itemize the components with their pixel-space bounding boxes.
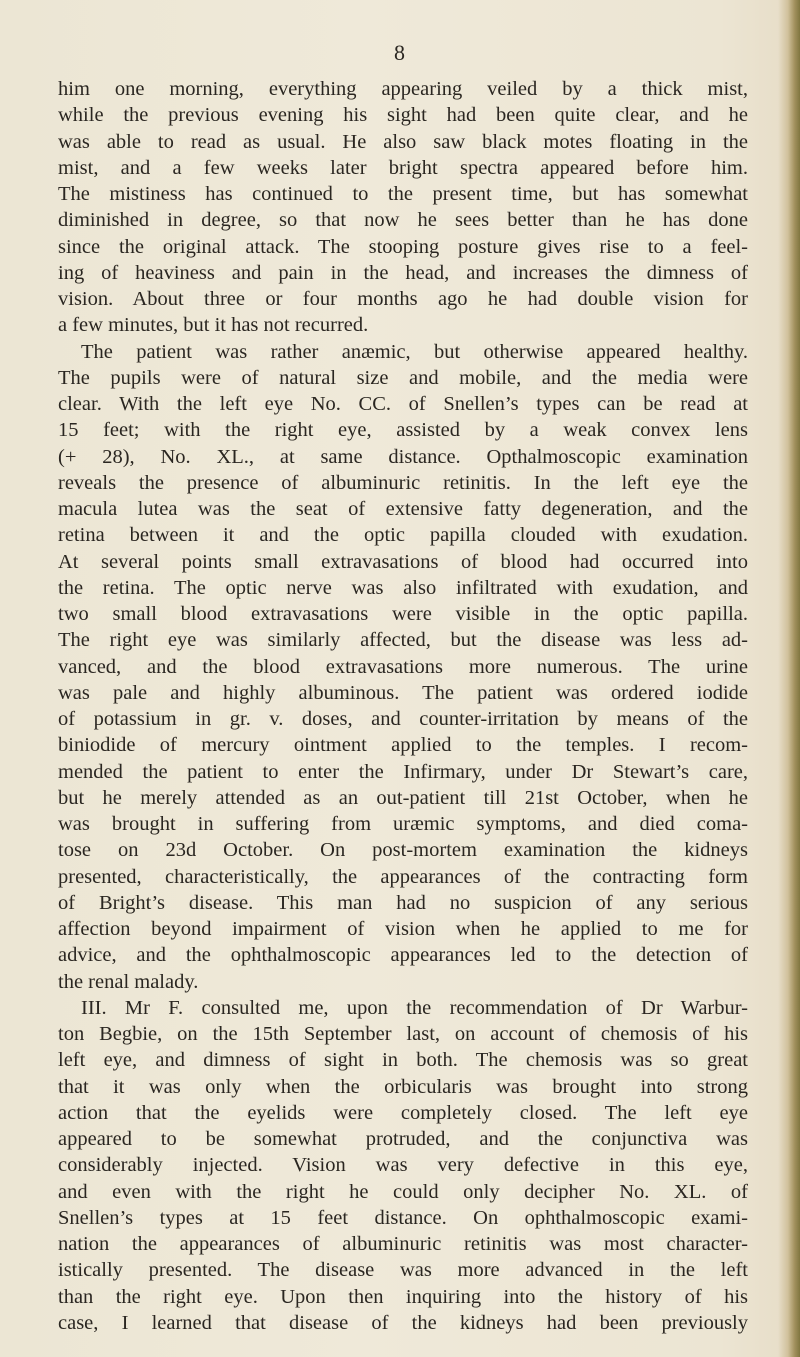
- text-line: left eye, and dimness of sight in both. The chemosis was so great: [58, 1049, 748, 1072]
- text-line: affection beyond impairment of vision when he applied to me for: [58, 918, 748, 940]
- text-line: At several points small extravasations of blood had occurred into: [58, 550, 748, 573]
- text-line: mended the patient to enter the Infirmary, under Dr Stewart’s care,: [58, 760, 748, 783]
- text-line: The right eye was similarly affected, but the disease was less ad-: [58, 629, 748, 652]
- text-line: a few minutes, but it has not recurred.: [58, 314, 369, 337]
- text-line: mist, and a few weeks later bright spectra appeared before him.: [58, 156, 748, 179]
- text-line: appeared to be somewhat protruded, and the conjunctiva was: [58, 1128, 748, 1150]
- text-line: III. Mr F. consulted me, upon the recommendation of Dr Warbur-: [81, 996, 748, 1019]
- text-line: that it was only when the orbicularis was brought into strong: [58, 1075, 748, 1098]
- text-line: since the original attack. The stooping posture gives rise to a feel-: [58, 235, 748, 258]
- text-line: was brought in suffering from uræmic symptoms, and died coma-: [58, 813, 748, 835]
- text-line: was pale and highly albuminous. The patient was ordered iodide: [58, 681, 748, 704]
- text-line: retina between it and the optic papilla clouded with exudation.: [58, 524, 748, 547]
- text-line: The mistiness has continued to the present time, but has somewhat: [58, 183, 748, 205]
- text-line: vanced, and the blood extravasations more numerous. The urine: [58, 655, 748, 678]
- text-line: the retina. The optic nerve was also infiltrated with exudation, and: [58, 576, 748, 599]
- text-line: diminished in degree, so that now he sees better than he has done: [58, 209, 748, 232]
- text-line: presented, characteristically, the appearances of the contracting form: [58, 865, 748, 888]
- text-line: 15 feet; with the right eye, assisted by a weak convex lens: [58, 419, 748, 442]
- body-text: [58, 76, 748, 1336]
- text-line: nation the appearances of albuminuric retinitis was most character-: [58, 1233, 748, 1255]
- text-line: than the right eye. Upon then inquiring into the history of his: [58, 1285, 748, 1308]
- text-line: The patient was rather anæmic, but otherwise appeared healthy.: [81, 340, 748, 363]
- text-line: advice, and the ophthalmoscopic appearances led to the detection of: [58, 944, 748, 967]
- text-line: reveals the presence of albuminuric retinitis. In the left eye the: [58, 471, 748, 494]
- text-line: action that the eyelids were completely closed. The left eye: [58, 1101, 748, 1124]
- text-line: him one morning, everything appearing veiled by a thick mist,: [58, 78, 748, 100]
- text-line: The pupils were of natural size and mobile, and the media were: [58, 366, 748, 389]
- text-line: the renal malady.: [58, 970, 199, 993]
- text-line: biniodide of mercury ointment applied to the temples. I recom-: [58, 734, 748, 757]
- text-line: clear. With the left eye No. CC. of Snellen’s types can be read at: [58, 393, 748, 415]
- text-line: considerably injected. Vision was very defective in this eye,: [58, 1154, 748, 1177]
- text-line: of potassium in gr. v. doses, and counter-irritation by means of the: [58, 708, 748, 730]
- text-line: of Bright’s disease. This man had no suspicion of any serious: [58, 891, 748, 914]
- page-number: 8: [394, 40, 406, 65]
- text-line: istically presented. The disease was more advanced in the left: [58, 1259, 748, 1282]
- text-line: vision. About three or four months ago he had double vision for: [58, 288, 748, 310]
- text-line: but he merely attended as an out-patient till 21st October, when he: [58, 786, 748, 809]
- text-line: two small blood extravasations were visible in the optic papilla.: [58, 603, 748, 625]
- text-line: and even with the right he could only decipher No. XL. of: [58, 1180, 748, 1203]
- page-edge-shadow: [778, 0, 800, 1357]
- text-line: (+ 28), No. XL., at same distance. Opthalmoscopic examination: [58, 445, 748, 468]
- text-line: was able to read as usual. He also saw black motes floating in the: [58, 130, 748, 153]
- text-line: Snellen’s types at 15 feet distance. On ophthalmoscopic exami-: [58, 1206, 748, 1229]
- text-line: tose on 23d October. On post-mortem examination the kidneys: [58, 839, 748, 862]
- text-line: ing of heaviness and pain in the head, and increases the dimness of: [58, 261, 748, 284]
- text-line: macula lutea was the seat of extensive fatty degeneration, and the: [58, 498, 748, 520]
- text-line: case, I learned that disease of the kidneys had been previously: [58, 1311, 748, 1334]
- text-line: while the previous evening his sight had been quite clear, and he: [58, 104, 748, 127]
- text-line: ton Begbie, on the 15th September last, on account of chemosis of his: [58, 1023, 748, 1045]
